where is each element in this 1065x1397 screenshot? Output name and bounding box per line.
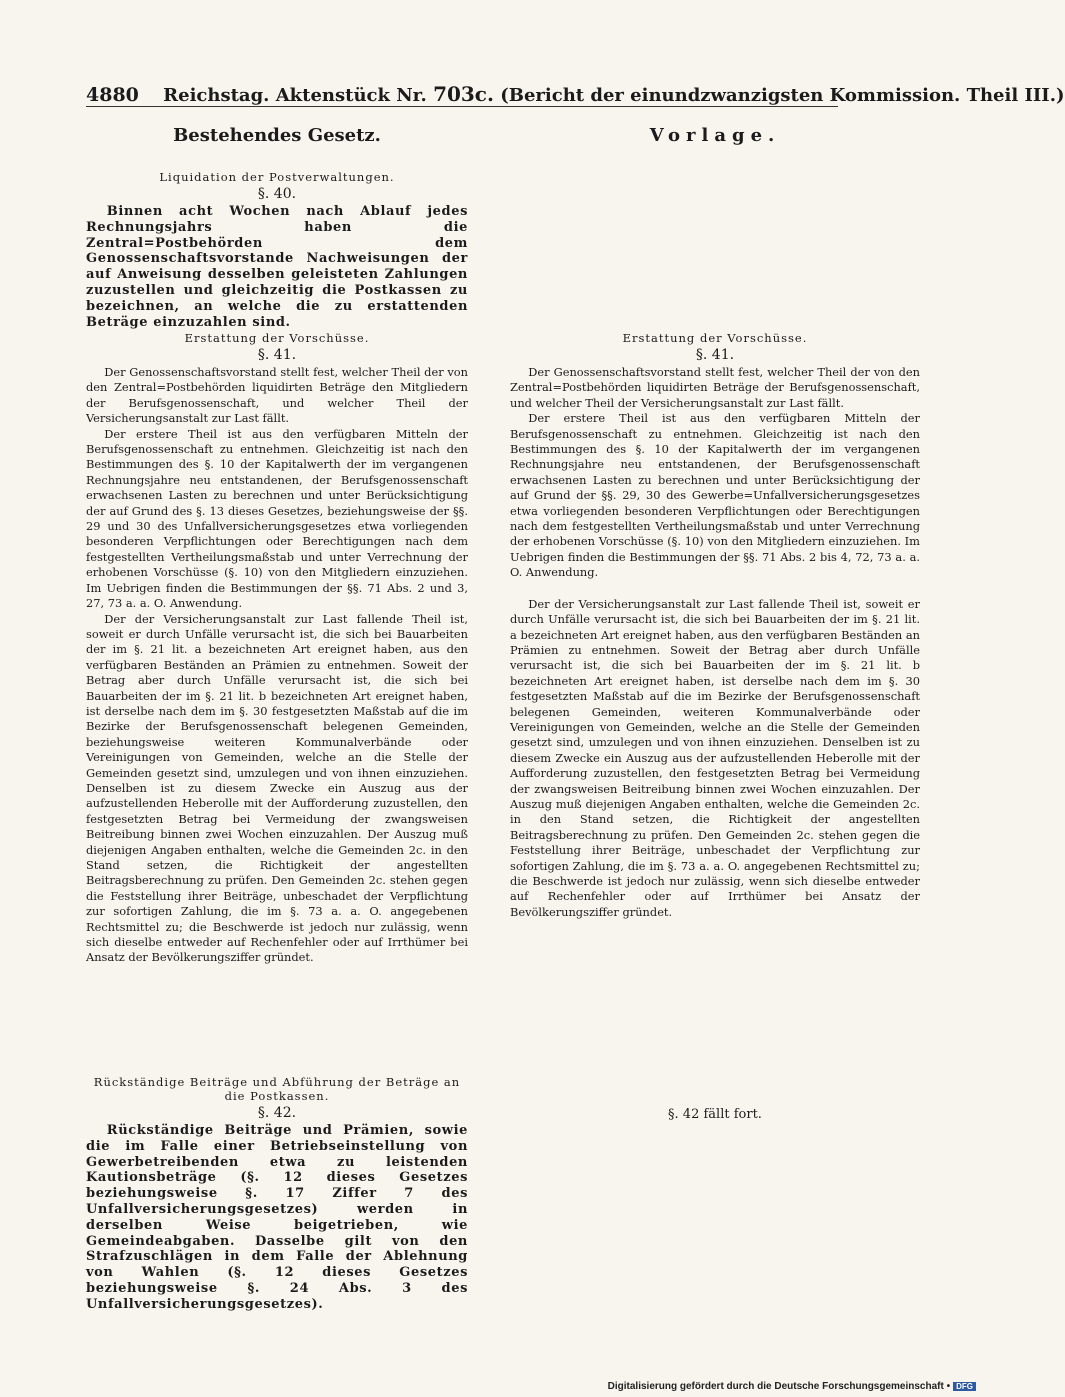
paragraph: Der erstere Theil ist aus den verfügbaren Mitteln der Berufsgenossenschaft zu entnehmen. Gleichzeitig ist nach den Bestimmungen des §. 10 der Kapitalwerth der im vergangenen Rechnungsjahre neu entstandenen, der Berufsgenossenschaft erwachsenen Lasten zu berechnen und unter Berücksichtigung der auf Grund der §§. 29, 30 des Gewerbe=Unfallversicherungsgesetzes etwa vorliegenden besonderen Verpflichtungen oder Berechtigungen nach dem festgestellten Vertheilungsmaßstab und unter Verrechnung der erhobenen Vorschüsse (§. 10) von den Mitgliedern einzuziehen. Im Uebrigen finden die Bestimmungen der §§. 71 Abs. 2 bis 4, 72, 73 a. a. O. Anwendung. [510,411,920,580]
page-header [86,82,1065,106]
paragraph: Der der Versicherungsanstalt zur Last fallende Theil ist, soweit er durch Unfälle verursacht ist, die sich bei Bauarbeiten der im §. 21 lit. a bezeichneten Art ereignet haben, aus den verfügbaren Beständen an Prämien zu entnehmen. Soweit der Betrag aber durch Unfälle verursacht ist, die sich bei Bauarbeiten der im §. 21 lit. b bezeichneten Art ereignet haben, ist derselbe nach dem im §. 30 festgesetzten Maßstab auf die im Bezirke der Berufsgenossenschaft belegenen Gemeinden, beziehungsweise weiteren Kommunalverbände oder Vereinigungen von Gemeinden, welche an die Stelle der Gemeinden gesetzt sind, umzulegen und von ihnen einzuziehen. Denselben ist zu diesem Zwecke ein Auszug aus der aufzustellenden Heberolle mit der Aufforderung zuzustellen, den festgesetzten Betrag bei Vermeidung der zwangsweisen Beitreibung binnen zwei Wochen einzuzahlen. Der Auszug muß diejenigen Angaben enthalten, welche die Gemeinden 2c. in den Stand setzen, die Richtigkeit der angestellten Beitragsberechnung zu prüfen. Den Gemeinden 2c. stehen gegen die Feststellung ihrer Beiträge, unbeschadet der Verpflichtung zur sofortigen Zahlung, die im §. 73 a. a. O. angegebenen Rechtsmittel zu; die Beschwerde ist jedoch nur zulässig, wenn sich dieselbe entweder auf Rechenfehler oder auf Irrthümer bei Ansatz der Bevölkerungsziffer gründet. [86,611,468,965]
left-section-40 [86,170,468,330]
section-caption: Liquidation der Postverwaltungen. [159,170,395,184]
right-column [510,125,920,1122]
paragraph: Rückständige Beiträge und Prämien, sowie die im Falle einer Betriebseinstellung von Gewerbetreibenden etwa zu leistenden Kautionsbeträge (§. 12 dieses Gesetzes beziehungsweise §. 17 Ziffer 7 des Unfallversicherungsgesetzes) werden in derselben Weise beigetrieben, wie Gemeindeabgaben. Dasselbe gilt von den Strafzuschlägen in dem Falle der Ablehnung von Wahlen (§. 12 dieses Gesetzes beziehungsweise §. 24 Abs. 3 des Unfallversicherungsgesetzes). [86,1123,468,1312]
section-42-note: §. 42 fällt fort. [668,1107,762,1122]
paragraph: Der Genossenschaftsvorstand stellt fest, welcher Theil der von den Zentral=Postbehörden liquidirten Beträge der Berufsgenossenschaft, und welcher Theil der Versicherungsanstalt zur Last fällt. [510,365,920,410]
right-section-42 [510,1105,920,1123]
paragraph: Der Genossenschaftsvorstand stellt fest, welcher Theil der von den Zentral=Postbehörden liquidirten Beträge den Mitgliedern der Berufsgenossenschaft, und welcher Theil der Versicherungsanstalt zur Last fällt. [86,365,468,426]
footer-text: Digitalisierung gefördert durch die Deutsche Forschungsgemeinschaft • [607,1381,951,1392]
left-section-42 [86,1075,468,1313]
left-column-title: Bestehendes Gesetz. [173,125,381,146]
left-section-41 [86,331,468,966]
footer-credit [608,1381,976,1392]
right-column-title: Vorlage. [649,125,781,146]
page-number: 4880 [86,84,139,106]
header-rule [86,106,838,107]
section-caption: Rückständige Beiträge und Abführung der Beträge an die Postkassen. [93,1075,461,1103]
section-text [510,365,920,920]
section-text [86,204,468,330]
section-number: §. 40. [257,186,297,202]
paragraph: Der der Versicherungsanstalt zur Last fallende Theil ist, soweit er durch Unfälle verursacht ist, die sich bei Bauarbeiten der im §. 21 lit. a bezeichneten Art ereignet haben, aus den verfügbaren Beständen an Prämien zu entnehmen. Soweit der Betrag aber durch Unfälle verursacht ist, die sich bei Bauarbeiten der im §. 21 lit. b bezeichneten Art ereignet haben, ist derselbe nach dem im §. 30 festgesetzten Maßstab auf die im Bezirke der Berufsgenossenschaft belegenen Gemeinden, weiteren Kommunalverbände oder Vereinigungen von Gemeinden, welche an die Stelle der Gemeinden gesetzt sind, umzulegen und von ihnen einzuziehen. Denselben ist zu diesem Zwecke ein Auszug aus der aufzustellenden Heberolle mit der Aufforderung zuzustellen, den festgesetzten Betrag bei Vermeidung der zwangsweisen Beitreibung binnen zwei Wochen einzuzahlen. Der Auszug muß diejenigen Angaben enthalten, welche die Gemeinden 2c. in den Stand setzen, die Richtigkeit der angestellten Beitragsberechnung zu prüfen. Den Gemeinden 2c. stehen gegen die Feststellung ihrer Beiträge, unbeschadet der Verpflichtung zur sofortigen Zahlung, die im §. 73 a. a. O. angegebenen Rechtsmittel zu; die Beschwerde ist jedoch nur zulässig, wenn sich dieselbe entweder auf Rechenfehler oder auf Irrthümer bei Ansatz der Bevölkerungsziffer gründet. [510,596,920,919]
dfg-logo: DFG [953,1382,976,1391]
header-subtitle: (Bericht der einundzwanzigsten Kommission. Theil III.) [500,85,1065,106]
left-column [86,125,468,1312]
section-text [86,1123,468,1313]
paragraph: Der erstere Theil ist aus den verfügbaren Mitteln der Berufsgenossenschaft zu entnehmen. Gleichzeitig ist nach den Bestimmungen des §. 10 der Kapitalwerth der im vergangenen Rechnungsjahre neu entstandenen, der Berufsgenossenschaft erwachsenen Lasten zu berechnen und unter Berücksichtigung der auf Grund des §. 13 dieses Gesetzes, beziehungsweise der §§. 29 und 30 des Unfallversicherungsgesetzes etwa vorliegenden besonderen Verpflichtungen oder Berechtigungen nach dem festgestellten Vertheilungsmaßstab und unter Verrechnung der erhobenen Vorschüsse (§. 10) von den Mitgliedern einzuziehen. Im Uebrigen finden die Bestimmungen der §§. 71 Abs. 2 und 3, 27, 73 a. a. O. Anwendung. [86,426,468,611]
header-title: Reichstag. Aktenstück Nr. [163,85,427,106]
document-number: 703c. [433,82,494,106]
section-text [86,365,468,966]
right-section-41 [510,331,920,920]
section-number: §. 41. [695,347,735,363]
section-number: §. 42. [257,1105,297,1121]
section-number: §. 41. [257,347,297,363]
section-caption: Erstattung der Vorschüsse. [622,331,808,345]
section-caption: Erstattung der Vorschüsse. [184,331,370,345]
paragraph: Binnen acht Wochen nach Ablauf jedes Rechnungsjahrs haben die Zentral=Postbehörden dem Genossenschaftsvorstande Nachweisungen der auf Anweisung desselben geleisteten Zahlungen zuzustellen und gleichzeitig die Postkassen zu bezeichnen, an welche die zu erstattenden Beträge einzuzahlen sind. [86,204,468,330]
